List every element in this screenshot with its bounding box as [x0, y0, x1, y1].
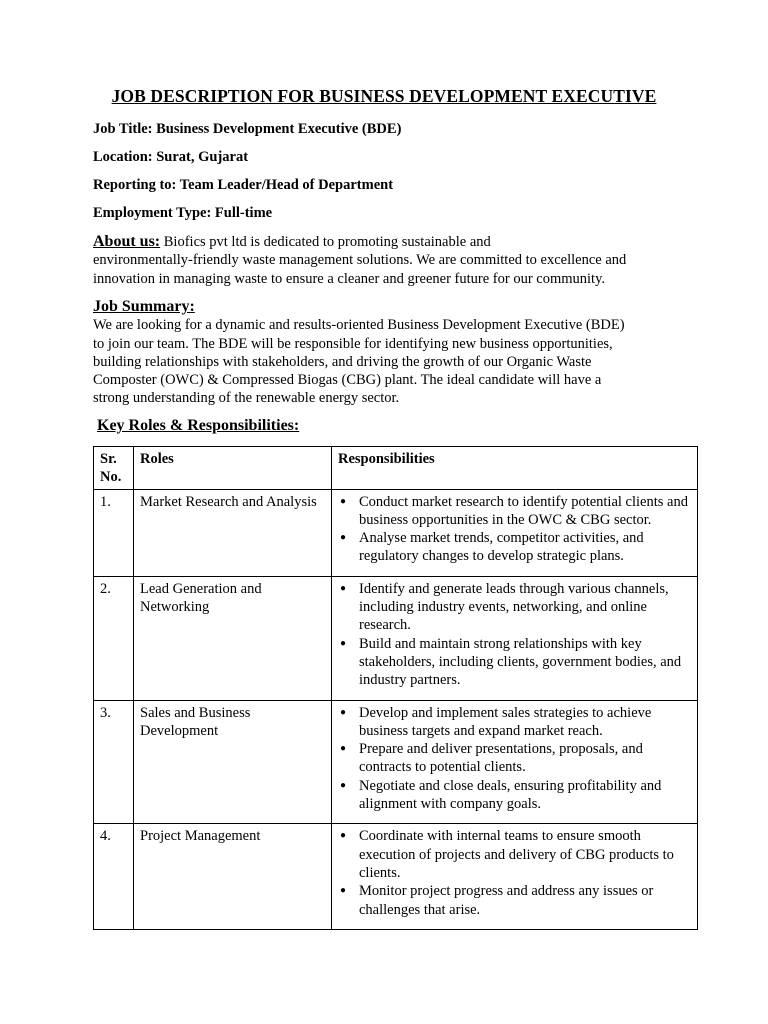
sr-cell: 4. — [94, 824, 134, 929]
job-summary-section — [93, 298, 683, 408]
responsibility-item: ● Coordinate with internal teams to ensure smooth execution of projects and delivery of CBG products to clients. — [359, 827, 691, 882]
table-row — [94, 824, 698, 929]
job-summary-heading: Job Summary: — [93, 298, 195, 315]
responsibility-item: ● Conduct market research to identify potential clients and business opportunities in the OWC & CBG sector. — [359, 493, 691, 530]
summary-line: building relationships with stakeholders, and driving the growth of our Organic Waste — [93, 353, 592, 370]
responsibility-item: ● Prepare and deliver presentations, proposals, and contracts to potential clients. — [359, 740, 691, 777]
column-header-sr: Sr. No. — [94, 447, 134, 490]
summary-line: strong understanding of the renewable energy sector. — [93, 390, 400, 407]
role-cell: Lead Generation and Networking — [134, 576, 332, 700]
role-cell: Project Management — [134, 824, 332, 929]
responsibilities-cell — [332, 576, 698, 700]
role-cell: Sales and Business Development — [134, 700, 332, 824]
responsibilities-cell — [332, 824, 698, 929]
about-section — [93, 233, 683, 288]
column-header-responsibilities: Responsibilities — [332, 447, 698, 490]
responsibilities-cell — [332, 489, 698, 576]
responsibilities-cell — [332, 700, 698, 824]
table-row — [94, 576, 698, 700]
roles-table — [93, 446, 698, 930]
about-line: environmentally-friendly waste management solutions. We are committed to excellence and — [93, 252, 627, 269]
responsibility-item: ● Develop and implement sales strategies to achieve business targets and expand market reach. — [359, 704, 691, 741]
about-line: innovation in managing waste to ensure a cleaner and greener future for our community. — [93, 270, 606, 287]
summary-line: to join our team. The BDE will be responsible for identifying new business opportunities, — [93, 335, 613, 352]
table-row — [94, 489, 698, 576]
about-heading: About us: — [93, 233, 161, 250]
responsibility-item: ● Identify and generate leads through various channels, including industry events, networking, and online research. — [359, 580, 691, 635]
summary-line: Composter (OWC) & Compressed Biogas (CBG) plant. The ideal candidate will have a — [93, 372, 602, 389]
responsibility-item: ● Negotiate and close deals, ensuring profitability and alignment with company goals. — [359, 777, 691, 814]
job-title: Job Title: Business Development Executive (BDE) — [93, 121, 402, 137]
page-title: JOB DESCRIPTION FOR BUSINESS DEVELOPMENT EXECUTIVE — [111, 86, 657, 106]
responsibility-item: ● Analyse market trends, competitor activities, and regulatory changes to develop strategic plans. — [359, 529, 691, 566]
about-line: Biofics pvt ltd is dedicated to promoting sustainable and — [163, 234, 491, 250]
sr-cell: 1. — [94, 489, 134, 576]
table-row — [94, 700, 698, 824]
sr-cell: 3. — [94, 700, 134, 824]
employment-type: Employment Type: Full-time — [93, 205, 273, 221]
sr-cell: 2. — [94, 576, 134, 700]
reporting-to: Reporting to: Team Leader/Head of Department — [93, 177, 394, 193]
location: Location: Surat, Gujarat — [93, 149, 249, 165]
role-cell: Market Research and Analysis — [134, 489, 332, 576]
summary-line: We are looking for a dynamic and results-oriented Business Development Executive (BDE) — [93, 317, 625, 334]
table-header-row — [94, 447, 698, 490]
column-header-roles: Roles — [134, 447, 332, 490]
key-roles-heading: Key Roles & Responsibilities: — [97, 417, 300, 434]
responsibility-item: ● Build and maintain strong relationships with key stakeholders, including clients, government bodies, and industry partners. — [359, 635, 691, 690]
responsibility-item: ● Monitor project progress and address any issues or challenges that arise. — [359, 882, 691, 919]
